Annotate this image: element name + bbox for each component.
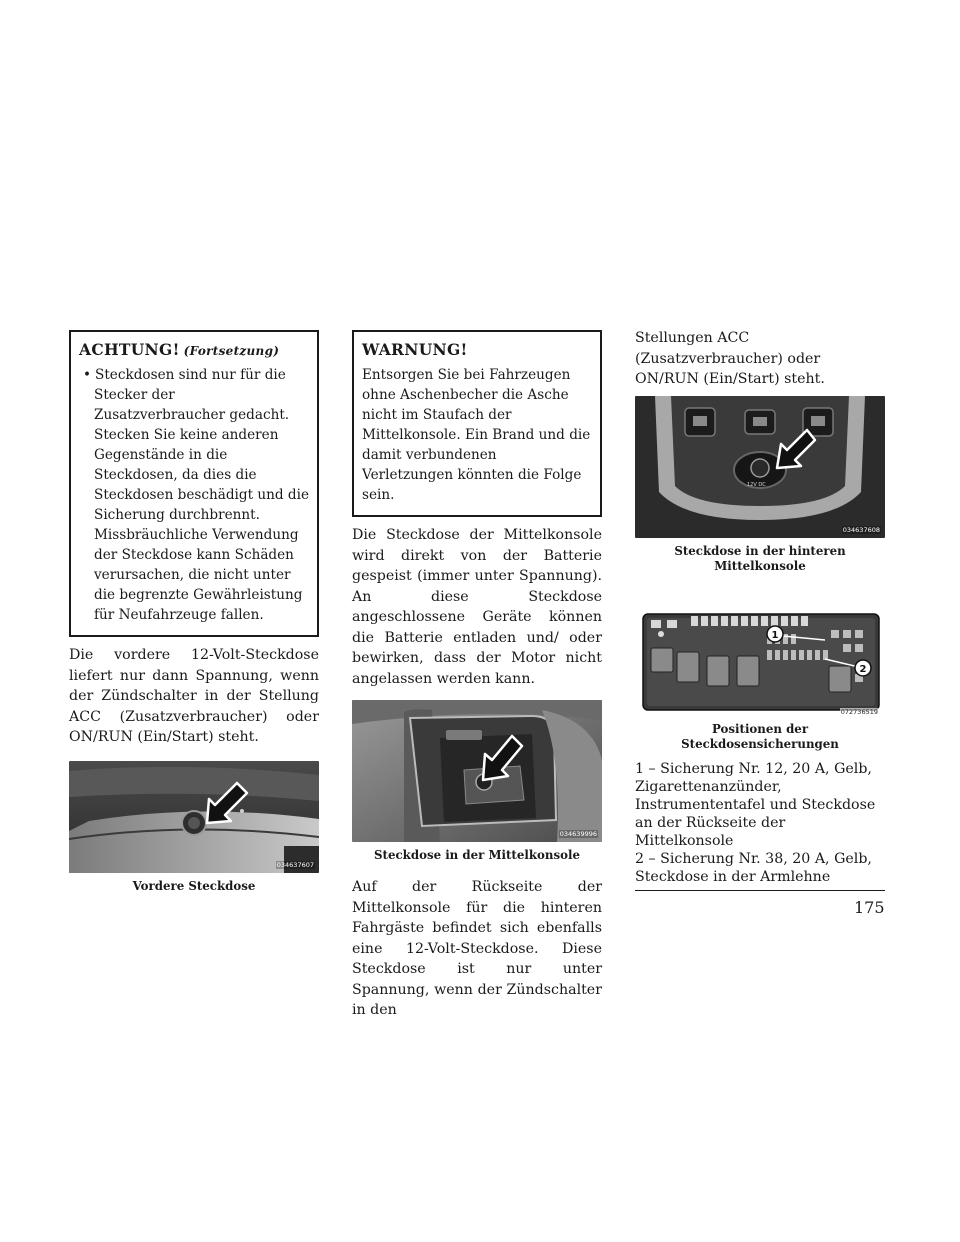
figure-code: 034637607 <box>276 860 314 869</box>
rear-socket-photo <box>635 396 885 538</box>
caution-continued: (Fortsetzung) <box>183 344 280 358</box>
column-right <box>635 330 885 891</box>
caution-title-text: ACHTUNG! <box>79 340 180 359</box>
marker-2-icon <box>855 660 871 676</box>
rear-socket-illustration <box>635 396 885 538</box>
fuse-box-illustration <box>637 612 883 716</box>
front-socket-paragraph: Die vordere 12-Volt-Steckdose liefert nur dann Spannung, wenn der Zündschalter in der Stellung ACC (Zusatzverbraucher) oder ON/RUN (Ein/Start) steht. <box>69 647 319 745</box>
console-socket-caption: Steckdose in der Mittelkonsole <box>374 848 580 862</box>
warning-text: Entsorgen Sie bei Fahrzeugen ohne Aschenbecher die Asche nicht im Staufach der Mittelkonsole. Ein Brand und die damit verbundenen Verletzungen könnten die Folge sein. <box>362 367 591 503</box>
fuse-legend-item-2: 2 – Sicherung Nr. 38, 20 A, Gelb, Steckdose in der Armlehne <box>635 850 872 885</box>
marker-2-label: 2 <box>859 663 867 675</box>
warning-box <box>352 330 602 517</box>
marker-1-label: 1 <box>771 629 779 641</box>
marker-1-icon <box>767 626 783 642</box>
caution-title <box>79 340 309 359</box>
figure-code: 072736519 <box>840 707 878 716</box>
column-middle <box>352 330 602 1021</box>
fuse-legend-item-1: 1 – Sicherung Nr. 12, 20 A, Gelb, Zigarettenanzünder, Instrumententafel und Steckdose an der Rückseite der Mittelkonsole <box>635 760 876 849</box>
front-socket-illustration <box>69 761 319 873</box>
caution-box <box>69 330 319 637</box>
console-socket-paragraph: Die Steckdose der Mittelkonsole wird direkt von der Batterie gespeist (immer unter Spannung). An diese Steckdose angeschlossene Geräte können die Batterie entladen und/ oder bewirken, dass der Motor nicht angelassen werden kann. <box>352 527 602 687</box>
fuse-box-drawing <box>637 612 883 716</box>
front-socket-caption: Vordere Steckdose <box>132 878 256 893</box>
figure-code: 034637608 <box>842 525 880 534</box>
front-socket-photo <box>69 761 319 873</box>
page-number: 175 <box>854 898 885 917</box>
fuse-positions-caption: Positionen der Steckdosensicherungen <box>681 721 839 751</box>
column-left <box>69 330 319 894</box>
warning-title: WARNUNG! <box>362 340 468 359</box>
rear-socket-caption: Steckdose in der hinteren Mittelkonsole <box>674 543 846 573</box>
socket-label: 12V DC <box>747 481 766 488</box>
rear-socket-paragraph-continued: Stellungen ACC (Zusatzverbraucher) oder ON/RUN (Ein/Start) steht. <box>635 330 825 387</box>
caution-list <box>79 365 309 625</box>
caution-bullet: • Steckdosen sind nur für die Stecker der Zusatzverbraucher gedacht. Stecken Sie keine anderen Gegenstände in die Steckdosen, da dies die Steckdosen beschädigt und die Sicherung durchbrennt. Missbräuchliche Verwendung der Steckdose kann Schäden verursachen, die nicht unter die begrenzte Gewährleistung für Neufahrzeuge fallen. <box>79 365 309 625</box>
console-socket-illustration <box>352 700 602 842</box>
figure-code: 034639996 <box>559 830 597 838</box>
console-socket-photo <box>352 700 602 842</box>
section-divider <box>635 890 885 891</box>
rear-socket-paragraph: Auf der Rückseite der Mittelkonsole für die hinteren Fahrgäste befindet sich ebenfalls eine 12-Volt-Steckdose. Diese Steckdose ist nur unter Spannung, wenn der Zündschalter in den <box>352 879 602 1018</box>
